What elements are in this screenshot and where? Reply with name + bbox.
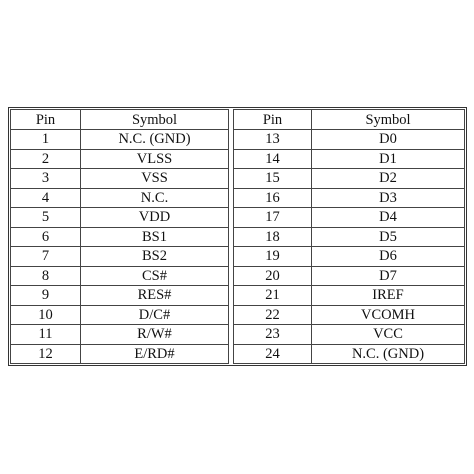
pin-symbol-cell: VDD <box>81 208 229 228</box>
pin-number-cell: 2 <box>11 149 81 169</box>
table-body <box>11 130 465 364</box>
table-row <box>11 344 465 364</box>
pin-symbol-cell: D3 <box>312 188 465 208</box>
pin-number-cell: 3 <box>11 169 81 189</box>
pin-number-cell: 18 <box>234 227 312 247</box>
pin-number-cell: 24 <box>234 344 312 364</box>
pin-number-cell: 4 <box>11 188 81 208</box>
pin-symbol-cell: VCOMH <box>312 305 465 325</box>
pin-symbol-cell: IREF <box>312 286 465 306</box>
pin-assignment-table <box>10 109 465 364</box>
pin-symbol-cell: D6 <box>312 247 465 267</box>
pin-number-cell: 5 <box>11 208 81 228</box>
table-row <box>11 247 465 267</box>
pin-number-cell: 21 <box>234 286 312 306</box>
table-row <box>11 149 465 169</box>
pin-symbol-cell: CS# <box>81 266 229 286</box>
table-row <box>11 266 465 286</box>
pin-symbol-cell: D7 <box>312 266 465 286</box>
pin-symbol-cell: R/W# <box>81 325 229 345</box>
pin-number-cell: 12 <box>11 344 81 364</box>
pin-symbol-cell: D1 <box>312 149 465 169</box>
pin-symbol-cell: N.C. <box>81 188 229 208</box>
table-row <box>11 325 465 345</box>
pin-number-cell: 14 <box>234 149 312 169</box>
header-symbol-right: Symbol <box>312 110 465 130</box>
header-symbol-left: Symbol <box>81 110 229 130</box>
header-pin-right: Pin <box>234 110 312 130</box>
pin-symbol-cell: D5 <box>312 227 465 247</box>
table-row <box>11 208 465 228</box>
pin-symbol-cell: BS1 <box>81 227 229 247</box>
table-outer-border <box>8 107 467 366</box>
table-header-row <box>11 110 465 130</box>
pin-number-cell: 23 <box>234 325 312 345</box>
pin-assignment-table-container <box>8 107 467 366</box>
pin-number-cell: 16 <box>234 188 312 208</box>
pin-number-cell: 10 <box>11 305 81 325</box>
pin-symbol-cell: E/RD# <box>81 344 229 364</box>
pin-number-cell: 19 <box>234 247 312 267</box>
pin-number-cell: 13 <box>234 130 312 150</box>
pin-symbol-cell: D0 <box>312 130 465 150</box>
pin-number-cell: 17 <box>234 208 312 228</box>
pin-number-cell: 6 <box>11 227 81 247</box>
pin-number-cell: 7 <box>11 247 81 267</box>
table-row <box>11 305 465 325</box>
pin-symbol-cell: BS2 <box>81 247 229 267</box>
pin-number-cell: 20 <box>234 266 312 286</box>
table-row <box>11 286 465 306</box>
pin-number-cell: 1 <box>11 130 81 150</box>
pin-number-cell: 22 <box>234 305 312 325</box>
pin-number-cell: 15 <box>234 169 312 189</box>
pin-symbol-cell: N.C. (GND) <box>312 344 465 364</box>
table-row <box>11 169 465 189</box>
table-row <box>11 227 465 247</box>
pin-symbol-cell: RES# <box>81 286 229 306</box>
header-pin-left: Pin <box>11 110 81 130</box>
pin-symbol-cell: VCC <box>312 325 465 345</box>
pin-number-cell: 11 <box>11 325 81 345</box>
pin-symbol-cell: VSS <box>81 169 229 189</box>
table-row <box>11 130 465 150</box>
pin-symbol-cell: D4 <box>312 208 465 228</box>
table-row <box>11 188 465 208</box>
pin-symbol-cell: N.C. (GND) <box>81 130 229 150</box>
pin-symbol-cell: D/C# <box>81 305 229 325</box>
pin-symbol-cell: D2 <box>312 169 465 189</box>
pin-number-cell: 8 <box>11 266 81 286</box>
pin-number-cell: 9 <box>11 286 81 306</box>
pin-symbol-cell: VLSS <box>81 149 229 169</box>
